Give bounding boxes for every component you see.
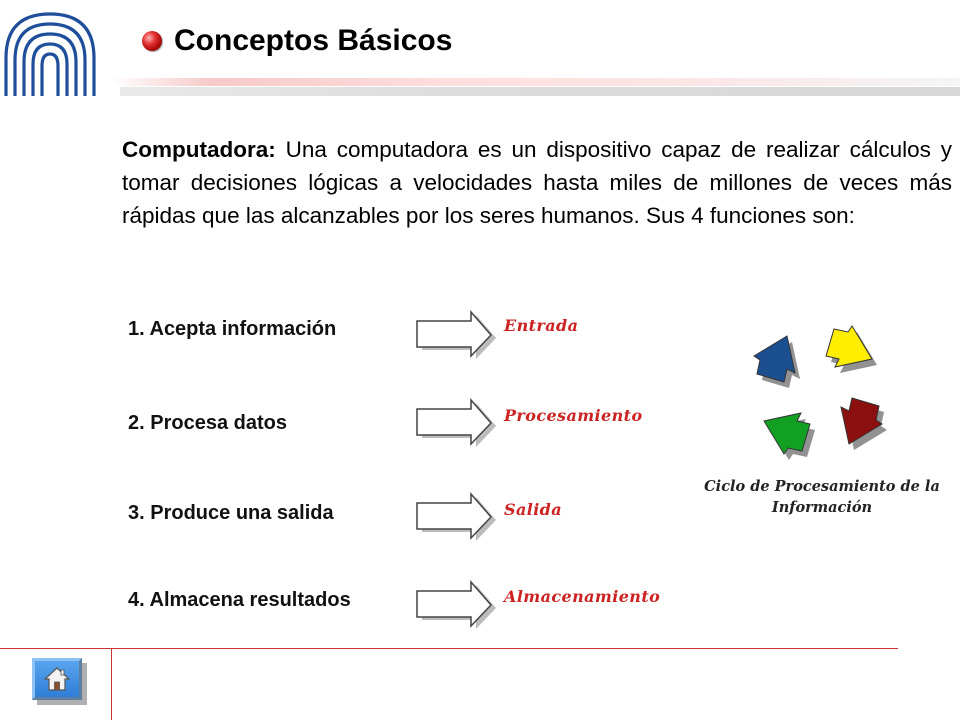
arrow-right-icon [414, 580, 498, 630]
definition-paragraph [122, 133, 952, 232]
arrow-right-icon [414, 492, 498, 542]
cycle-caption: Ciclo de Procesamiento de la Información [704, 478, 940, 516]
title-bullet-icon [142, 31, 162, 51]
function-result-4: Almacenamiento [504, 587, 661, 606]
function-result-1: Entrada [504, 316, 579, 335]
page-title: Conceptos Básicos [174, 24, 453, 57]
function-result-3: Salida [504, 500, 563, 519]
title-underline-red [110, 78, 960, 86]
function-label-4: 4. Almacena resultados [128, 589, 351, 611]
definition-term: Computadora: [122, 137, 276, 162]
home-button[interactable] [32, 658, 82, 700]
processing-cycle-icon [726, 308, 896, 468]
university-logo [0, 6, 100, 98]
function-label-1: 1. Acepta información [128, 318, 337, 340]
arrow-right-icon [414, 310, 498, 360]
function-label-3: 3. Produce una salida [128, 502, 334, 524]
arrow-right-icon [414, 398, 498, 448]
function-result-2: Procesamiento [504, 406, 643, 425]
footer-line [112, 648, 898, 649]
title-underline-gray [120, 87, 960, 96]
cycle-arrow-green [764, 413, 810, 454]
home-icon [44, 666, 70, 692]
definition-text: Una computadora es un dispositivo capaz de realizar cálculos y tomar decisiones lógicas a velocidades hasta miles de millones de veces más rápidas que las alcanzables por los seres humanos. Sus 4 funciones son: [122, 137, 952, 228]
function-label-2: 2. Procesa datos [128, 412, 287, 434]
